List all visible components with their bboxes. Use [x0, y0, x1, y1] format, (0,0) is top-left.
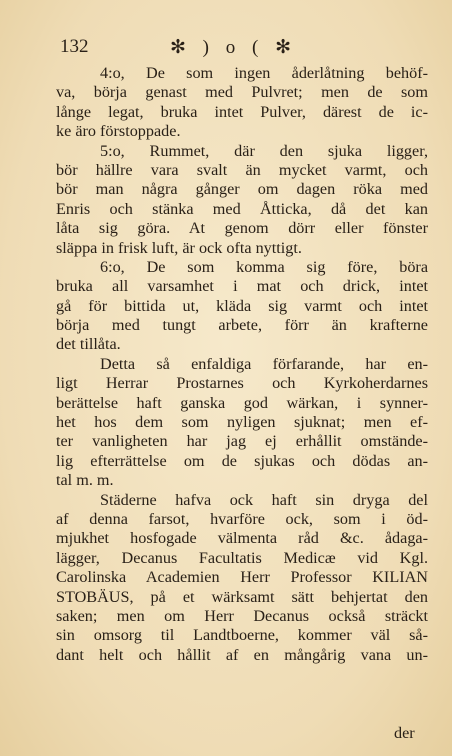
- page-number: 132: [60, 36, 89, 57]
- text-line: bruka all varsamhet i mat och drick, intet: [56, 277, 428, 296]
- text-line: släppa in frisk luft, är ock ofta nyttigt.: [56, 238, 302, 257]
- text-line: bör hällre vara svalt än mycket varmt, och: [56, 160, 428, 179]
- text-line: af denna farsot, hvarföre ock, som i öd-: [56, 509, 428, 528]
- text-line: het hos dem som nyligen sjuknat; men ef-: [56, 413, 428, 432]
- text-line: börja med tungt arbete, förr än krafterne: [56, 316, 428, 335]
- body-text: [56, 64, 428, 665]
- text-line: ligt Herrar Prostarnes och Kyrkoherdarnes: [56, 374, 428, 393]
- text-line: 4:o, De som ingen åderlåtning behöf-: [100, 64, 428, 82]
- text-line: 5:o, Rummet, där den sjuka ligger,: [100, 141, 428, 160]
- text-line: Enris och stänka med Åtticka, då det kan: [56, 199, 428, 218]
- text-line: 6:o, De som komma sig före, böra: [100, 257, 428, 276]
- text-line: ke äro förstoppade.: [56, 122, 181, 141]
- text-line: Carolinska Academien Herr Professor KILIAN: [56, 568, 428, 587]
- text-line: tal m. m.: [56, 471, 114, 490]
- text-line: låta sig göra. At genom dörr eller fönster: [56, 219, 428, 238]
- header-ornament: ✻ ) o ( ✻: [170, 37, 297, 58]
- catchword: der: [394, 724, 415, 742]
- text-line: bör man några gånger om dagen röka med: [56, 180, 428, 199]
- text-line: sin omsorg til Landtboerne, kommer väl så-: [56, 626, 428, 645]
- text-line: mjukhet hosfogade välmenta råd &c. ådaga-: [56, 529, 428, 548]
- text-line: ter vanligheten har jag ej erhållit omstände-: [56, 432, 428, 451]
- text-line: Detta så enfaldiga förfarande, har en-: [100, 354, 428, 373]
- text-line: berättelse haft ganska god wärkan, i synner-: [56, 393, 428, 412]
- text-line: det tillåta.: [56, 335, 121, 354]
- text-line: dant helt och hållit af en mångårig vana un-: [56, 645, 428, 664]
- text-line: STOBÄUS, på et wärksamt sätt behjertat den: [56, 587, 428, 606]
- text-line: saken; men om Herr Decanus också sträckt: [56, 606, 428, 625]
- text-line: långe legat, bruka intet Pulver, därest de ic-: [56, 102, 428, 121]
- text-line: lig efterrättelse om de sjukas och dödas an-: [56, 451, 428, 470]
- text-line: gå för bittida ut, kläda sig varmt och intet: [56, 296, 428, 315]
- text-line: va, börja genast med Pulvret; men de som: [56, 83, 428, 102]
- page-header: [60, 36, 400, 60]
- text-line: lägger, Decanus Facultatis Medicæ vid Kgl.: [56, 548, 428, 567]
- text-line: Städerne hafva ock haft sin dryga del: [100, 490, 428, 509]
